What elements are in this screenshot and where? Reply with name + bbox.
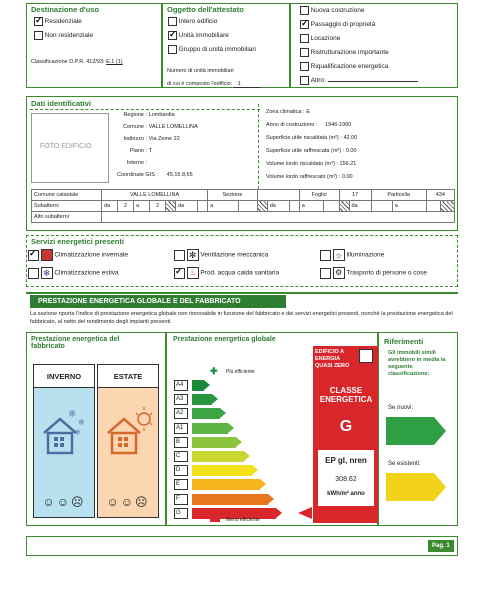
numero-unita-row: di cui è composto l'edificio: 1 bbox=[167, 81, 260, 88]
checkbox-non-residenziale[interactable] bbox=[34, 31, 43, 40]
servizio-trasporto[interactable]: ⚙ Trasporto di persone o cose bbox=[320, 267, 427, 279]
dati-title-underline bbox=[30, 109, 260, 110]
inverno-smiley-row: ☺☺☹ bbox=[42, 495, 86, 509]
meno-efficiente-icon bbox=[210, 519, 220, 522]
piu-efficiente-icon: ✚ bbox=[210, 366, 218, 376]
estate-label: ESTATE bbox=[98, 365, 158, 388]
globale-title: Prestazione energetica globale bbox=[173, 336, 276, 343]
dati-title: Dati identificativi bbox=[31, 99, 92, 108]
servizio-illuminazione[interactable]: ☼ Illuminazione bbox=[320, 249, 384, 261]
se-esistenti-arrow bbox=[386, 473, 446, 501]
class-label-a4: A4 bbox=[174, 380, 188, 391]
classe-energetica-label: CLASSE ENERGETICA bbox=[319, 386, 373, 404]
class-bar-a2 bbox=[192, 408, 220, 419]
servizio-acqua-calda[interactable]: ✓ ♨ Prod. acqua calda sanitaria bbox=[174, 267, 279, 279]
destinazione-residenziale[interactable]: ✓ Residenziale bbox=[34, 17, 82, 26]
dati-fields-left: Regione : Lombardia Comune : VALLE LOMELLINA Indirizzo : Via Zeme 22 Piano : T Interno : Coordinate GIS : 45,15 8,65 bbox=[117, 112, 198, 178]
inverno-label: INVERNO bbox=[34, 365, 94, 388]
checkbox-unita-immobiliare[interactable] bbox=[168, 31, 177, 40]
dati-fields-right: Zona climatica : E Anno di costruzione : 1946-1960 Superficie utile riscaldata (m²) : 42.00 Superficie utile raffrescata (m²) : 0.00 Volume lordo riscaldato (m³) : 156.21 Volume lordo raffrescato (m³) : 0.00 bbox=[266, 109, 358, 180]
class-bar-e bbox=[192, 479, 260, 490]
oggetto-title: Oggetto dell'attestato bbox=[167, 5, 244, 14]
green-rule bbox=[26, 292, 458, 294]
checkbox-clima-estiva[interactable] bbox=[28, 268, 39, 279]
class-bar-a4 bbox=[192, 380, 204, 391]
piu-efficiente-label: Più efficiente bbox=[226, 369, 255, 375]
class-label-c: C bbox=[174, 451, 188, 462]
checkbox-ventilazione[interactable] bbox=[174, 250, 185, 261]
checkbox-altro[interactable] bbox=[300, 76, 309, 85]
se-nuovi-arrow bbox=[386, 417, 446, 445]
class-label-a3: A3 bbox=[174, 394, 188, 405]
motivo-ristrutturazione[interactable]: Ristrutturazione importante bbox=[300, 48, 418, 62]
nzeb-label: EDIFICIO A ENERGIA QUASI ZERO bbox=[315, 349, 350, 369]
riferimenti-title: Riferimenti bbox=[384, 337, 424, 346]
class-label-a1: A1 bbox=[174, 423, 188, 434]
checkbox-ristrutturazione[interactable] bbox=[300, 48, 309, 57]
motivo-passaggio-proprieta[interactable]: ✓ Passaggio di proprietà bbox=[300, 20, 418, 34]
svg-text:❄: ❄ bbox=[74, 428, 81, 437]
class-bar-a3 bbox=[192, 394, 212, 405]
foto-edificio-label: FOTO EDIFICIO bbox=[40, 143, 92, 150]
class-label-e: E bbox=[174, 479, 188, 490]
checkbox-gruppo-unita[interactable] bbox=[168, 45, 177, 54]
servizio-climatizzazione-estiva[interactable]: ❄ Climatizzazione estiva bbox=[28, 267, 119, 279]
shower-icon: ♨ bbox=[187, 267, 199, 279]
servizio-climatizzazione-invernale[interactable]: ✓ Climatizzazione invernale bbox=[28, 249, 128, 261]
destinazione-non-residenziale[interactable]: Non residenziale bbox=[34, 31, 93, 40]
class-bar-b bbox=[192, 437, 236, 448]
checkbox-clima-invernale[interactable] bbox=[28, 250, 39, 261]
servizi-title: Servizi energetici presenti bbox=[31, 237, 124, 246]
motivo-locazione[interactable]: Locazione bbox=[300, 34, 418, 48]
prestazione-banner: PRESTAZIONE ENERGETICA GLOBALE E DEL FABBRICATO bbox=[30, 295, 286, 308]
checkbox-nuova-costruzione[interactable] bbox=[300, 6, 309, 15]
motivo-altro[interactable]: Altro: bbox=[300, 76, 418, 90]
nzeb-checkbox[interactable] bbox=[359, 349, 373, 363]
checkbox-riqualificazione[interactable] bbox=[300, 62, 309, 71]
class-label-f: F bbox=[174, 494, 188, 505]
current-class-pointer bbox=[298, 507, 312, 519]
riferimenti-text: Gli immobili simili avrebbero in media la seguente classificazione: bbox=[388, 350, 446, 377]
classe-value: G bbox=[339, 418, 353, 435]
radiator-icon bbox=[41, 249, 53, 261]
oggetto-intero-edificio[interactable]: Intero edificio bbox=[168, 17, 217, 26]
class-bar-d bbox=[192, 465, 252, 476]
meno-efficiente-label: Meno efficiente bbox=[226, 517, 260, 523]
checkbox-residenziale[interactable] bbox=[34, 17, 43, 26]
checkbox-locazione[interactable] bbox=[300, 34, 309, 43]
lightbulb-icon: ☼ bbox=[334, 250, 343, 260]
class-label-g: G bbox=[174, 508, 188, 519]
servizio-ventilazione[interactable]: ✻ Ventilazione meccanica bbox=[174, 249, 268, 261]
page-number: Pag. 1 bbox=[428, 540, 454, 552]
checkbox-illuminazione[interactable] bbox=[320, 250, 331, 261]
snowflake-icon: ❄ bbox=[41, 267, 53, 279]
prestazione-intro: La sezione riporta l'indice di prestazione energetica globale non rinnovabile in funzione del fabbricato e dei servizi energetici presenti, nonché la prestazione energetica del fabbricato, al netto del rendimento degli impianti presenti. bbox=[30, 311, 453, 325]
se-esistenti-label: Se esistenti: bbox=[388, 461, 421, 467]
footer-rule bbox=[26, 536, 458, 556]
ep-unit: kWh/m² anno bbox=[327, 491, 365, 497]
destinazione-box bbox=[26, 3, 162, 88]
ep-label: EP gl, nren bbox=[325, 456, 367, 465]
motivo-list bbox=[300, 6, 418, 90]
checkbox-acqua-calda[interactable] bbox=[174, 268, 185, 279]
estate-house-icon bbox=[104, 405, 154, 455]
elevator-icon: ⚙ bbox=[333, 267, 345, 279]
class-label-b: B bbox=[174, 437, 188, 448]
oggetto-unita-immobiliare[interactable]: ✓ Unità immobiliare bbox=[168, 31, 229, 40]
svg-text:❄: ❄ bbox=[68, 409, 77, 420]
class-bar-f bbox=[192, 494, 268, 505]
fabbricato-title: Prestazione energetica del fabbricato bbox=[31, 336, 120, 350]
destinazione-title: Destinazione d'uso bbox=[31, 5, 100, 14]
motivo-nuova-costruzione[interactable]: Nuova costruzione bbox=[300, 6, 418, 20]
numero-unita-label: Numero di unità immobiliari bbox=[167, 68, 234, 74]
oggetto-gruppo-unita[interactable]: Gruppo di unità immobiliari bbox=[168, 45, 256, 54]
class-bar-a1 bbox=[192, 423, 228, 434]
class-bar-c bbox=[192, 451, 244, 462]
classificazione-dpr: Classificazione D.P.R. 412/93: E.1 (1) bbox=[31, 59, 123, 65]
motivo-riqualificazione[interactable]: Riqualificazione energetica bbox=[300, 62, 418, 76]
class-label-d: D bbox=[174, 465, 188, 476]
catasto-table: Comune catastale VALLE LOMELLINA Sezione Foglio 17 Particella 434 Subalterni da 2 a 2 da a da a da a Altri subalterni bbox=[31, 189, 455, 223]
inverno-house-icon bbox=[40, 405, 88, 455]
checkbox-passaggio-proprieta[interactable] bbox=[300, 20, 309, 29]
fan-icon: ✻ bbox=[187, 249, 199, 261]
checkbox-trasporto[interactable] bbox=[320, 268, 331, 279]
se-nuovi-label: Se nuovi: bbox=[388, 405, 414, 411]
ep-value: 308.62 bbox=[335, 476, 357, 483]
dati-divider bbox=[258, 104, 259, 189]
checkbox-intero-edificio[interactable] bbox=[168, 17, 177, 26]
class-label-a2: A2 bbox=[174, 408, 188, 419]
estate-smiley-row: ☺☺☹ bbox=[106, 495, 150, 509]
svg-text:❄: ❄ bbox=[78, 418, 85, 427]
